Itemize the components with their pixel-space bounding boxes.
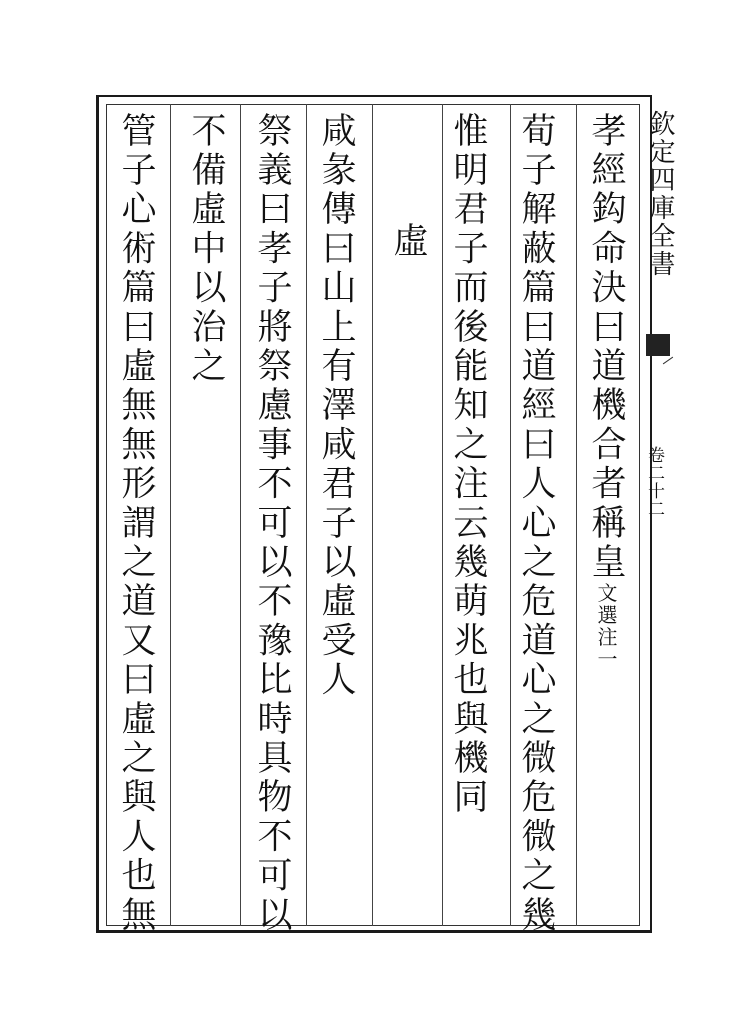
text-column-3: 惟明君子而後能知之注云幾萌兆也與機同 (448, 112, 488, 818)
text-column-8: 管子心術篇曰虛無無形謂之道又曰虛之與人也無 (116, 112, 156, 936)
section-heading: 虛 (388, 222, 428, 262)
column-note: 文選注一 (594, 582, 618, 671)
text-column-6: 祭義曰孝子將祭慮事不可以不豫比時具物不可以 (252, 112, 292, 936)
column-text: 孝經鈎命決曰道機合者稱皇 (586, 112, 626, 583)
fishtail-line (663, 357, 673, 365)
column-rule (240, 104, 241, 926)
column-rule (306, 104, 307, 926)
column-rule (170, 104, 171, 926)
text-column-2: 荀子解蔽篇曰道經曰人心之危道心之微危微之幾 (516, 112, 556, 936)
text-column-7: 不備虛中以治之 (186, 112, 226, 387)
text-column-1 (586, 112, 626, 670)
book-title: 欽定四庫全書 (645, 110, 675, 278)
column-rule (442, 104, 443, 926)
column-rule (372, 104, 373, 926)
fishtail-mark (646, 334, 670, 356)
text-column-5: 咸彖傳曰山上有澤咸君子以虛受人 (316, 112, 356, 700)
column-rule (576, 104, 577, 926)
volume-label: 卷二十二 (644, 446, 664, 518)
column-rule (510, 104, 511, 926)
